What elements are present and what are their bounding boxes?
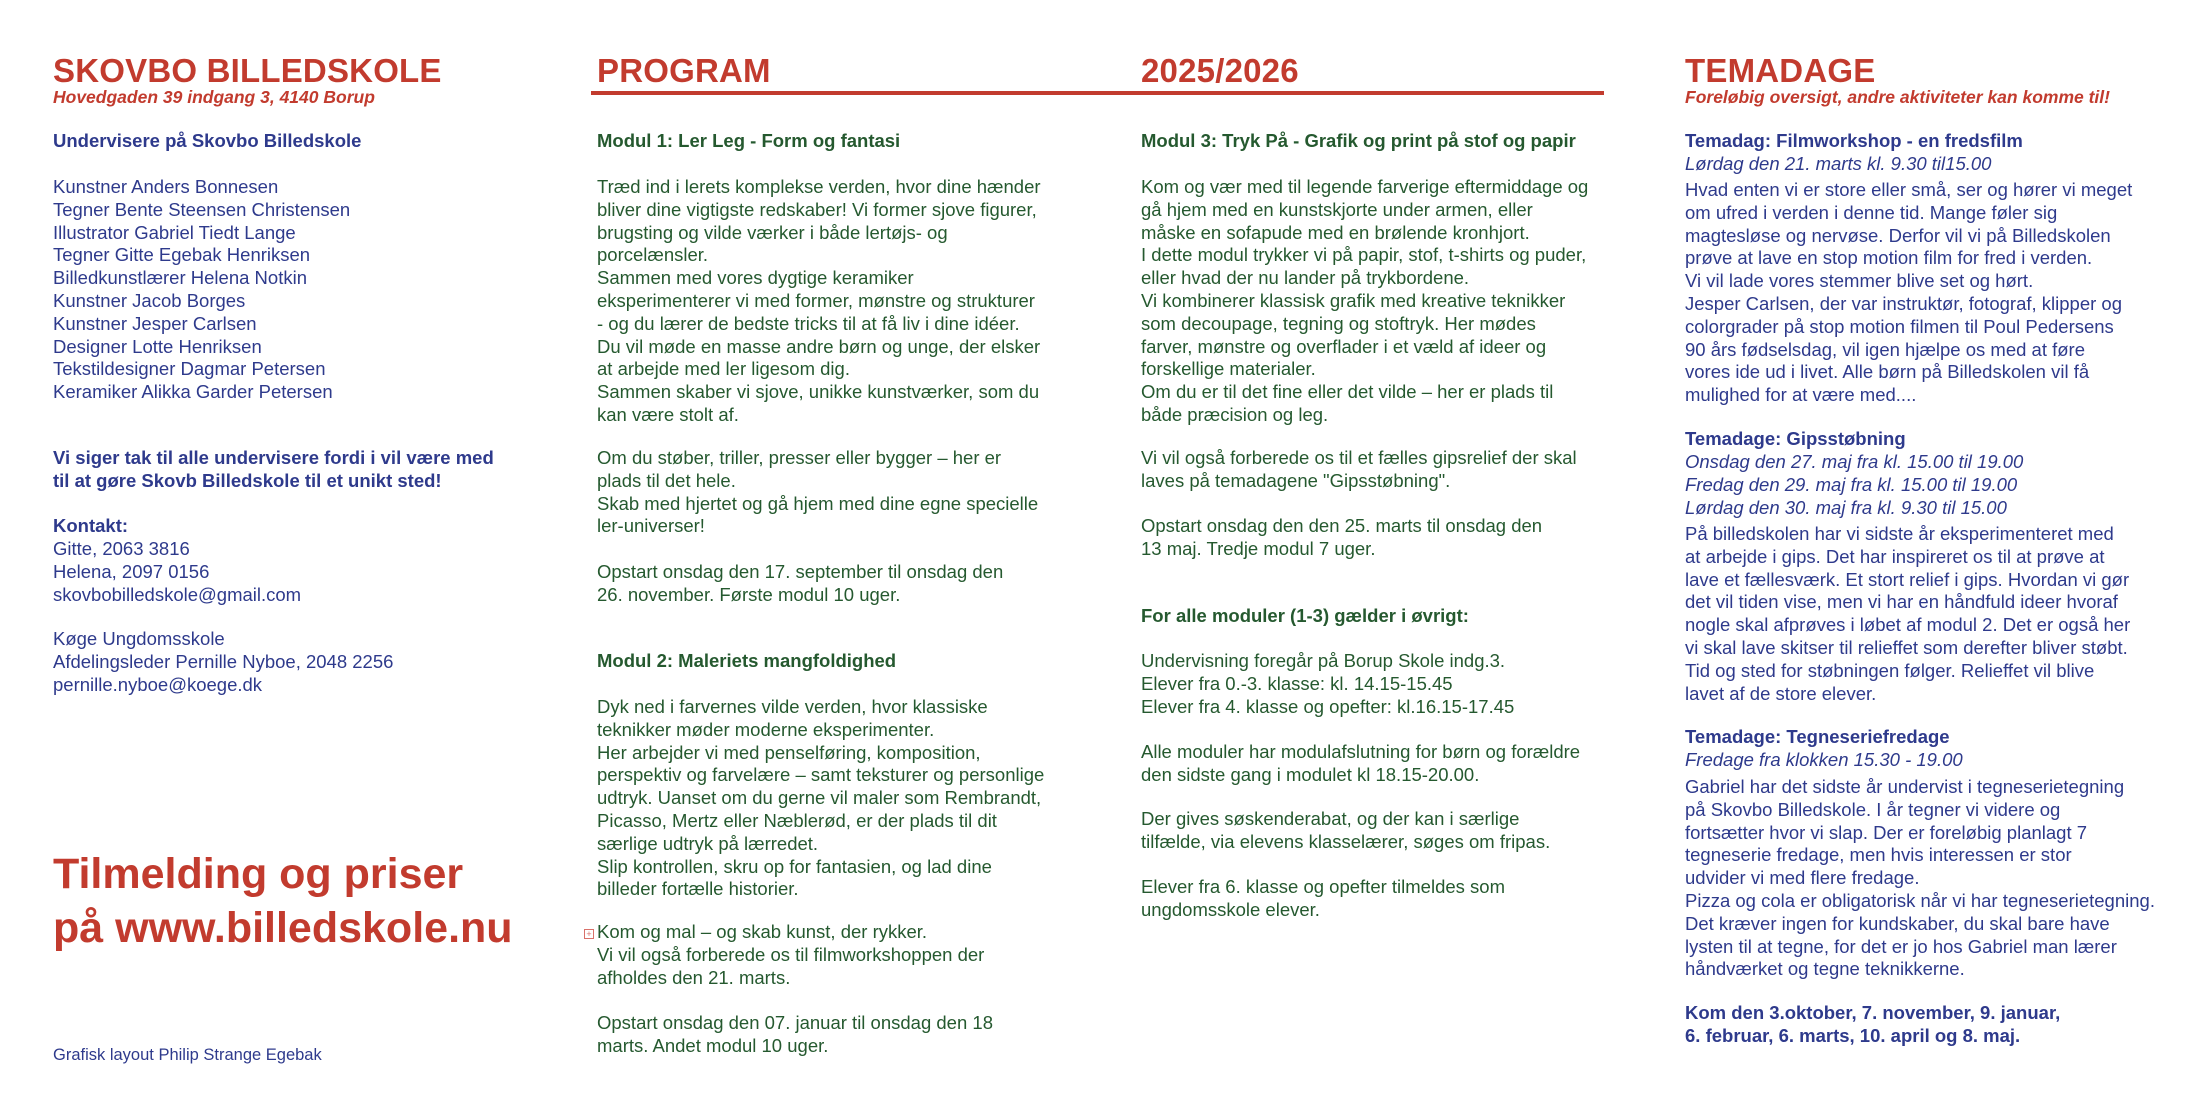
koege-leader: Afdelingsleder Pernille Nyboe, 2048 2256 bbox=[53, 650, 394, 672]
gips-heading: Temadage: Gipsstøbning bbox=[1685, 428, 1906, 449]
program-year: 2025/2026 bbox=[1141, 52, 1299, 89]
modul-1-body-2: Om du støber, triller, presser eller bygger – her er plads til det hele. Skab med hjertet og gå hjem med dine egne specielle ler-universer! bbox=[597, 447, 1039, 537]
teacher-item: Tegner Bente Steensen Christensen bbox=[53, 198, 351, 220]
temadage-subtitle: Foreløbig oversigt, andre aktiviteter kan komme til! bbox=[1685, 87, 2110, 107]
gips-dates: Onsdag den 27. maj fra kl. 15.00 til 19.00 Fredag den 29. maj fra kl. 15.00 til 19.00 Lørdag den 30. maj fra kl. 9.30 til 15.00 bbox=[1685, 451, 2024, 518]
overflow-marker-icon: + bbox=[584, 929, 594, 939]
koege-name: Køge Ungdomsskole bbox=[53, 628, 225, 649]
modul-2-body-2: Kom og mal – og skab kunst, der rykker. Vi vil også forberede os til filmworkshoppen der afholdes den 21. marts. bbox=[597, 921, 985, 988]
tegneserie-body: Gabriel har det sidste år undervist i tegneserietegning på Skovbo Billedskole. I år tegner vi videre og fortsætter hvor vi slap. Der er foreløbig planlagt 7 tegneserie fredage, men hvis interessen er stor udvider vi med flere fredage. Pizza og cola er obligatorisk når vi har tegneserietegning. Det kræver ingen for kundskaber, du skal bare have lysten til at tegne, for det er jo hos Gabriel man lærer håndværket og tegne teknikkerne. bbox=[1685, 776, 2155, 980]
contact-list bbox=[53, 538, 301, 606]
contact-heading: Kontakt: bbox=[53, 515, 129, 536]
teachers-list bbox=[53, 176, 350, 404]
koege-contact bbox=[53, 628, 393, 696]
modul-2-body: Dyk ned i farvernes vilde verden, hvor klassiske teknikker møder moderne eksperimenter. Her arbejder vi med penselføring, komposition, perspektiv og farvelære – samt teksturer og personlige udtryk. Uanset om du gerne vil maler som Rembrandt, Picasso, Mertz eller Næblerød, er der plads til dit særlige udtryk på lærredet. Slip kontrollen, skru op for fantasien, og lad dine billeder fortælle historier. bbox=[597, 696, 1045, 900]
school-title: SKOVBO BILLEDSKOLE bbox=[53, 52, 442, 89]
header-rule bbox=[591, 91, 1604, 95]
modul-3-start: Opstart onsdag den den 25. marts til onsdag den 13 maj. Tredje modul 7 uger. bbox=[1141, 515, 1543, 559]
tegneserie-heading: Temadage: Tegneseriefredage bbox=[1685, 726, 1950, 747]
program-title: PROGRAM bbox=[597, 52, 771, 89]
general-p1: Undervisning foregår på Borup Skole indg.3. Elever fra 0.-3. klasse: kl. 14.15-15.45 Elever fra 4. klasse og opefter: kl.16.15-17.45 bbox=[1141, 650, 1515, 717]
thanks-text: Vi siger tak til alle undervisere fordi i vil være med til at gøre Skovb Billedskole til et unikt sted! bbox=[53, 447, 494, 491]
signup-line-2[interactable]: på www.billedskole.nu bbox=[53, 904, 513, 952]
teachers-heading: Undervisere på Skovbo Billedskole bbox=[53, 130, 362, 151]
teacher-item: Kunstner Jacob Borges bbox=[53, 289, 246, 311]
teacher-item: Designer Lotte Henriksen bbox=[53, 335, 262, 357]
film-body: Hvad enten vi er store eller små, ser og hører vi meget om ufred i verden i denne tid. Mange føler sig magtesløse og nervøse. Derfor vil vi på Billedskolen prøve at lave en stop motion film for fred i verden. Vi vil lade vores stemmer blive set og hørt. Jesper Carlsen, der var instruktør, fotograf, klipper og colorgrader på stop motion filmen til Poul Pedersens 90 års fødselsdag, vil igen hjælpe os med at føre vores ide ud i livet. Alle børn på Billedskolen vil få mulighed for at være med.... bbox=[1685, 179, 2133, 406]
teacher-item: Tegner Gitte Egebak Henriksen bbox=[53, 244, 311, 266]
teacher-item: Tekstildesigner Dagmar Petersen bbox=[53, 358, 326, 380]
temadage-title: TEMADAGE bbox=[1685, 52, 1876, 89]
modul-3-body-2: Vi vil også forberede os til et fælles gipsrelief der skal laves på temadagene "Gipsstøbning". bbox=[1141, 447, 1577, 491]
general-p3: Der gives søskenderabat, og der kan i særlige tilfælde, via elevens klasselærer, søges om fripas. bbox=[1141, 808, 1551, 852]
teacher-item: Kunstner Anders Bonnesen bbox=[53, 176, 279, 197]
teacher-item: Billedkunstlærer Helena Notkin bbox=[53, 267, 307, 289]
teacher-item: Illustrator Gabriel Tiedt Lange bbox=[53, 221, 296, 243]
film-heading: Temadag: Filmworkshop - en fredsfilm bbox=[1685, 130, 2023, 151]
contact-phone: Gitte, 2063 3816 bbox=[53, 538, 190, 559]
signup-line-1: Tilmelding og priser bbox=[53, 850, 464, 898]
modul-1-heading: Modul 1: Ler Leg - Form og fantasi bbox=[597, 130, 901, 151]
modul-2-heading: Modul 2: Maleriets mangfoldighed bbox=[597, 650, 897, 671]
school-address: Hovedgaden 39 indgang 3, 4140 Borup bbox=[53, 87, 375, 107]
general-p4: Elever fra 6. klasse og opefter tilmeldes som ungdomsskole elever. bbox=[1141, 876, 1505, 920]
teacher-item: Keramiker Alikka Garder Petersen bbox=[53, 381, 333, 403]
modul-1-start: Opstart onsdag den 17. september til onsdag den 26. november. Første modul 10 uger. bbox=[597, 561, 1004, 605]
tegneserie-closing: Kom den 3.oktober, 7. november, 9. januar, 6. februar, 6. marts, 10. april og 8. maj. bbox=[1685, 1002, 2061, 1046]
general-heading: For alle moduler (1-3) gælder i øvrigt: bbox=[1141, 605, 1469, 626]
contact-email[interactable]: skovbobilledskole@gmail.com bbox=[53, 583, 302, 605]
teacher-item: Kunstner Jesper Carlsen bbox=[53, 312, 257, 334]
layout-credit: Grafisk layout Philip Strange Egebak bbox=[53, 1046, 322, 1064]
general-p2: Alle moduler har modulafslutning for børn og forældre den sidste gang i modulet kl 18.15-20.00. bbox=[1141, 741, 1581, 785]
modul-1-body: Træd ind i lerets komplekse verden, hvor dine hænder bliver dine vigtigste redskaber! Vi former sjove figurer, brugsting og vilde værker i både lertøjs- og porcelænsler. Sammen med vores dygtige keramiker eksperimenterer vi med former, mønstre og strukturer - og du lærer de bedste tricks til at få liv i dine idéer. Du vil møde en masse andre børn og unge, der elsker at arbejde med ler ligesom dig. Sammen skaber vi sjove, unikke kunstværker, som du kan være stolt af. bbox=[597, 176, 1041, 425]
modul-2-start: Opstart onsdag den 07. januar til onsdag den 18 marts. Andet modul 10 uger. bbox=[597, 1012, 993, 1056]
koege-email[interactable]: pernille.nyboe@koege.dk bbox=[53, 673, 263, 695]
film-dates: Lørdag den 21. marts kl. 9.30 til15.00 bbox=[1685, 153, 1992, 174]
modul-3-heading: Modul 3: Tryk På - Grafik og print på stof og papir bbox=[1141, 130, 1576, 151]
tegneserie-dates: Fredage fra klokken 15.30 - 19.00 bbox=[1685, 749, 1963, 770]
contact-phone: Helena, 2097 0156 bbox=[53, 560, 210, 582]
signup-callout[interactable] bbox=[53, 847, 513, 955]
gips-body: På billedskolen har vi sidste år eksperimenteret med at arbejde i gips. Det har inspireret os til at prøve at lave et fællesværk. Et stort relief i gips. Hvordan vi gør det vil tiden vise, men vi har en håndfuld ideer hvoraf nogle skal afprøves i løbet af modul 2. Det er også her vi skal lave skitser til relieffet som derefter bliver støbt. Tid og sted for støbningen følger. Relieffet vil blive lavet af de store elever. bbox=[1685, 523, 2131, 704]
modul-3-body: Kom og vær med til legende farverige eftermiddage og gå hjem med en kunstskjorte under armen, eller måske en sofapude med en brølende kronhjort. I dette modul trykker vi på papir, stof, t-shirts og puder, eller hvad der nu lander på trykbordene. Vi kombinerer klassisk grafik med kreative teknikker som decoupage, tegning og stoftryk. Her mødes farver, mønstre og overflader i et væld af ideer og forskellige materialer. Om du er til det fine eller det vilde – her er plads til både præcision og leg. bbox=[1141, 176, 1589, 425]
